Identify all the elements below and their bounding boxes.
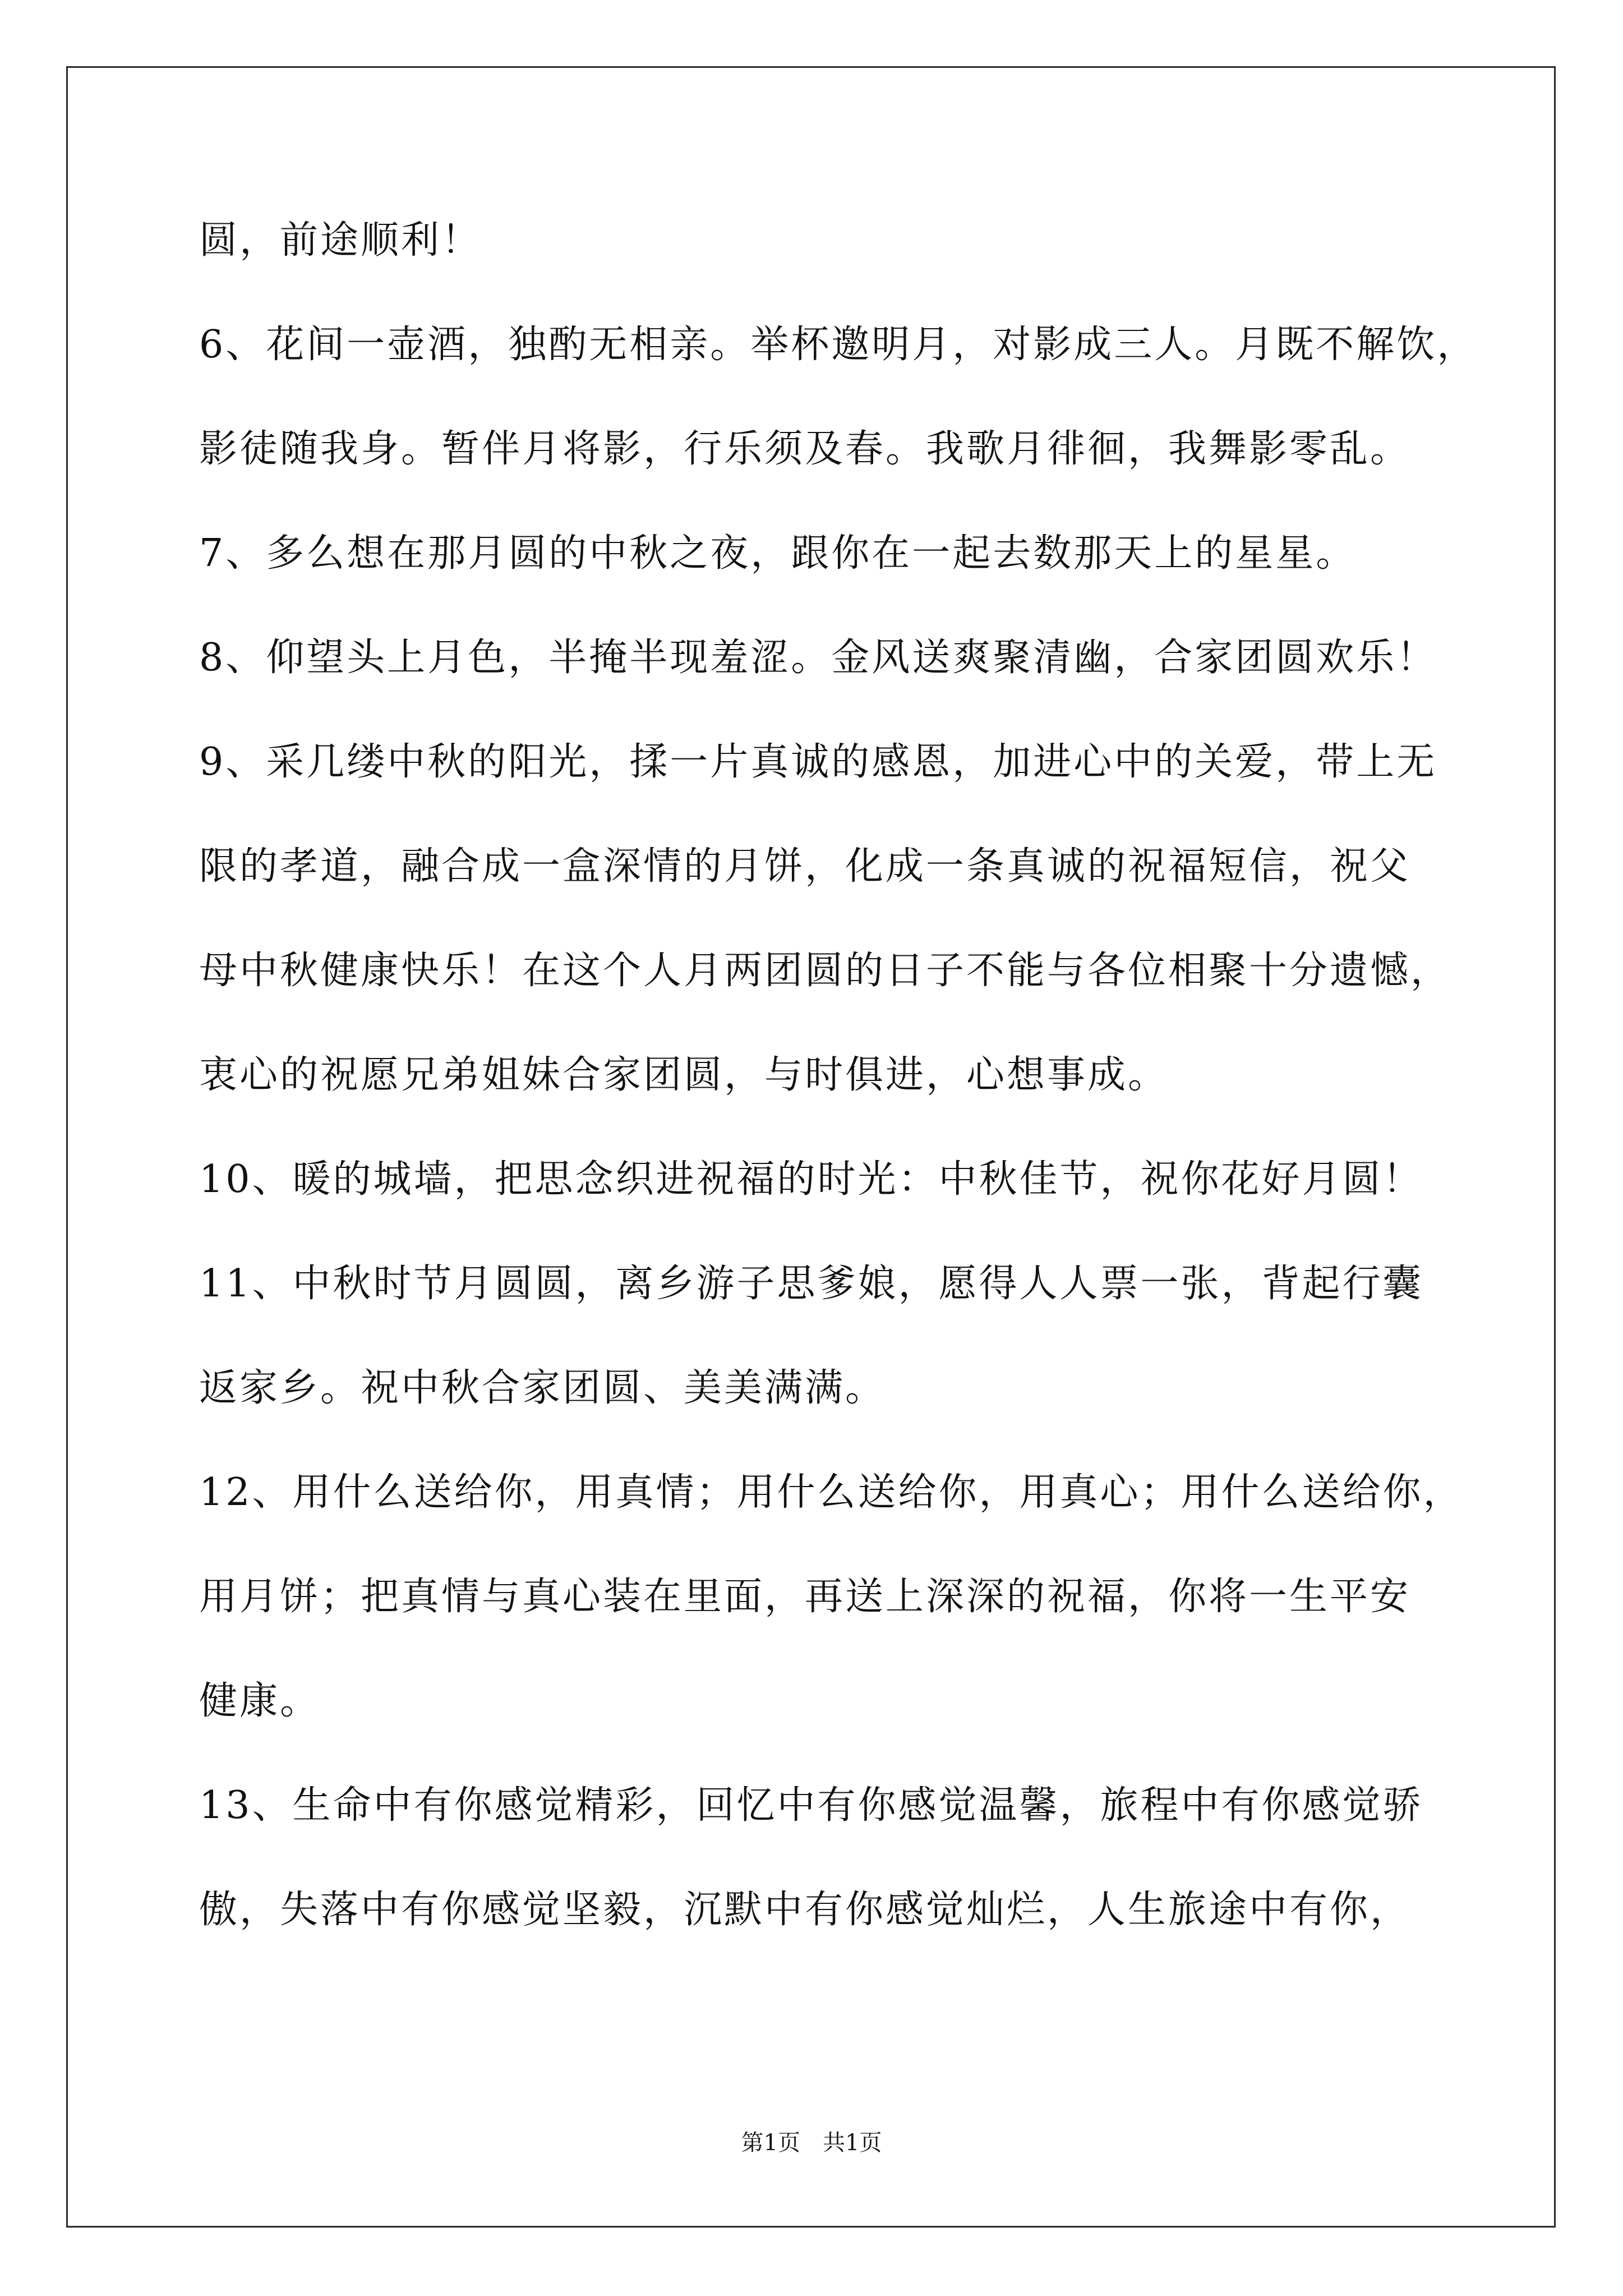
text-line: 8、仰望头上月色，半掩半现羞涩。金风送爽聚清幽，合家团圆欢乐！	[199, 636, 1437, 680]
page-number: 第1页 共1页	[741, 2130, 882, 2156]
text-line: 用月饼；把真情与真心装在里面，再送上深深的祝福，你将一生平安	[199, 1575, 1411, 1619]
text-line: 6、花间一壶酒，独酌无相亲。举杯邀明月，对影成三人。月既不解饮，	[199, 323, 1478, 367]
text-line: 11、中秋时节月圆圆，离乡游子思爹娘，愿得人人票一张，背起行囊	[199, 1262, 1423, 1306]
document-body	[199, 212, 1478, 1939]
text-line: 影徒随我身。暂伴月将影，行乐须及春。我歌月徘徊，我舞影零乱。	[199, 427, 1411, 471]
text-line: 圆，前途顺利！	[199, 218, 482, 263]
text-line: 傲，失落中有你感觉坚毅，沉默中有你感觉灿烂，人生旅途中有你，	[199, 1888, 1411, 1932]
text-line: 返家乡。祝中秋合家团圆、美美满满。	[199, 1366, 886, 1410]
text-line: 9、采几缕中秋的阳光，揉一片真诚的感恩，加进心中的关爱，带上无	[199, 740, 1437, 784]
text-line: 限的孝道，融合成一盒深情的月饼，化成一条真诚的祝福短信，祝父	[199, 844, 1411, 889]
text-line: 母中秋健康快乐！在这个人月两团圆的日子不能与各位相聚十分遗憾，	[199, 949, 1451, 993]
text-line: 10、暖的城墙，把思念织进祝福的时光：中秋佳节，祝你花好月圆！	[199, 1157, 1423, 1202]
text-line: 12、用什么送给你，用真情；用什么送给你，用真心；用什么送给你，	[199, 1470, 1464, 1515]
text-line: 衷心的祝愿兄弟姐妹合家团圆，与时俱进，心想事成。	[199, 1053, 1169, 1097]
text-line: 健康。	[199, 1679, 321, 1723]
text-line: 7、多么想在那月圆的中秋之夜，跟你在一起去数那天上的星星。	[199, 531, 1357, 576]
text-line: 13、生命中有你感觉精彩，回忆中有你感觉温馨，旅程中有你感觉骄	[199, 1783, 1423, 1828]
